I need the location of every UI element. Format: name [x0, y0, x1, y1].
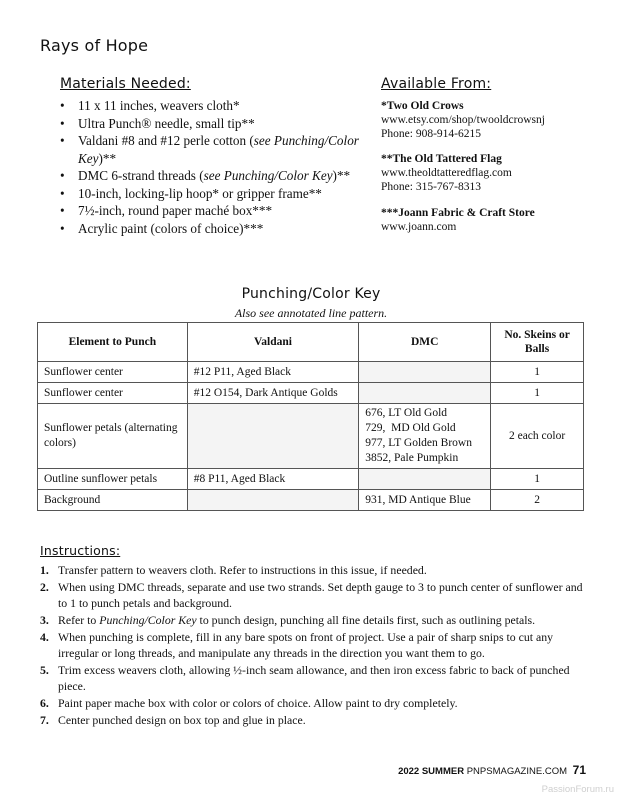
- column-header: Element to Punch: [38, 323, 188, 362]
- instruction-step: 6. Paint paper mache box with color or colors of choice. Allow paint to dry completely.: [40, 696, 458, 710]
- table-cell: #12 P11, Aged Black: [187, 362, 359, 383]
- vendor-url: www.etsy.com/shop/twooldcrowsnj: [381, 114, 545, 126]
- table-header-row: [38, 323, 584, 362]
- table-cell: [359, 404, 491, 469]
- table-cell: Outline sunflower petals: [38, 469, 188, 490]
- table-row: [38, 362, 584, 383]
- instructions-heading: Instructions:: [40, 543, 121, 558]
- color-key-table: [37, 322, 584, 511]
- color-key-heading: Punching/Color Key: [241, 286, 381, 302]
- table-cell: [359, 469, 491, 490]
- vendor-phone: Phone: 315-767-8313: [381, 181, 481, 193]
- materials-list: [60, 97, 360, 237]
- vendor-phone: Phone: 908-914-6215: [381, 128, 481, 140]
- table-cell: [359, 383, 491, 404]
- page-footer: [398, 763, 586, 777]
- column-header: DMC: [359, 323, 491, 362]
- table-cell: 1: [491, 362, 584, 383]
- table-cell: 2: [491, 490, 584, 511]
- footer-issue: 2022 SUMMER: [398, 766, 465, 777]
- instruction-step: 1. Transfer pattern to weavers cloth. Refer to instructions in this issue, if needed.: [40, 563, 427, 577]
- table-cell: [187, 404, 359, 469]
- table-cell: [359, 362, 491, 383]
- material-item: • Acrylic paint (colors of choice)***: [60, 220, 360, 238]
- column-header: Valdani: [187, 323, 359, 362]
- material-item: • 11 x 11 inches, weavers cloth*: [60, 97, 360, 115]
- material-item: • DMC 6-strand threads (see Punching/Color Key)**: [60, 167, 360, 185]
- vendor-url: www.joann.com: [381, 221, 457, 233]
- watermark: PassionForum.ru: [541, 784, 614, 795]
- table-row: [38, 469, 584, 490]
- vendor-name: **The Old Tattered Flag: [381, 153, 502, 165]
- footer-site: PNPSMAGAZINE.COM: [466, 766, 567, 777]
- instructions-list: [40, 562, 585, 729]
- table-cell: Sunflower center: [38, 383, 188, 404]
- instruction-step: 3. Refer to Punching/Color Key to punch design, punching all fine details first, such as outlining petals.: [40, 613, 536, 627]
- column-header: No. Skeins or Balls: [491, 323, 584, 362]
- table-cell: 931, MD Antique Blue: [359, 490, 491, 511]
- material-item: • 7½-inch, round paper maché box***: [60, 202, 360, 220]
- instruction-step: 4. When punching is complete, fill in any bare spots on front of project. Use a pair of sharp snips to cut any irregular or long threads, and manipulate any threads in the direction you want them to go.: [40, 630, 554, 660]
- page-number: 71: [572, 763, 586, 777]
- materials-heading: Materials Needed:: [60, 76, 191, 92]
- vendor-joann: [381, 206, 535, 234]
- table-row: [38, 404, 584, 469]
- table-cell: Sunflower petals (alternating colors): [38, 404, 188, 469]
- material-item: • 10-inch, locking-lip hoop* or gripper frame**: [60, 185, 360, 203]
- vendor-two-old-crows: [381, 99, 545, 141]
- instruction-step: 2. When using DMC threads, separate and use two strands. Set depth gauge to 3 to punch center of sunflower and to 1 to punch petals and background.: [40, 580, 583, 610]
- available-heading: Available From:: [381, 76, 492, 92]
- instruction-step: 5. Trim excess weavers cloth, allowing ½-inch seam allowance, and then iron excess fabric to back of punched piece.: [40, 663, 570, 693]
- material-item: • Ultra Punch® needle, small tip**: [60, 115, 360, 133]
- dmc-thread: 676, LT Old Gold: [365, 407, 448, 419]
- table-cell: Background: [38, 490, 188, 511]
- table-cell: 1: [491, 383, 584, 404]
- dmc-thread: 3852, Pale Pumpkin: [365, 452, 459, 464]
- dmc-thread: 729, MD Old Gold: [365, 422, 456, 434]
- table-cell: 2 each color: [491, 404, 584, 469]
- color-key-subtitle: Also see annotated line pattern.: [234, 306, 388, 320]
- table-cell: 1: [491, 469, 584, 490]
- table-cell: Sunflower center: [38, 362, 188, 383]
- table-cell: #8 P11, Aged Black: [187, 469, 359, 490]
- table-row: [38, 383, 584, 404]
- table-cell: #12 O154, Dark Antique Golds: [187, 383, 359, 404]
- material-item: • Valdani #8 and #12 perle cotton (see Punching/Color Key)**: [60, 132, 360, 167]
- vendor-old-tattered-flag: [381, 152, 512, 194]
- vendor-name: ***Joann Fabric & Craft Store: [381, 207, 535, 219]
- table-cell: [187, 490, 359, 511]
- vendor-name: *Two Old Crows: [381, 100, 464, 112]
- table-row: [38, 490, 584, 511]
- vendor-url: www.theoldtatteredflag.com: [381, 167, 512, 179]
- dmc-thread: 977, LT Golden Brown: [365, 437, 472, 449]
- instruction-step: 7. Center punched design on box top and glue in place.: [40, 713, 306, 727]
- page-title: Rays of Hope: [40, 36, 149, 55]
